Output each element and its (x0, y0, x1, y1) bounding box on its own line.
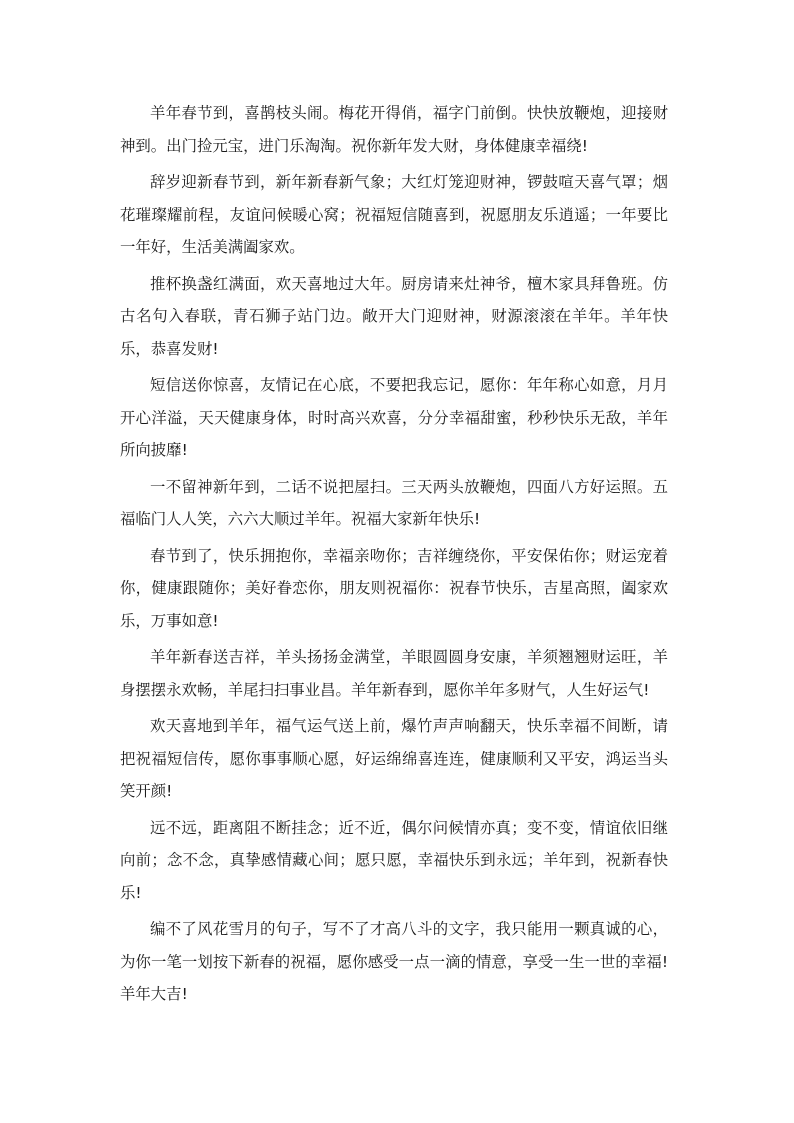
paragraph-9: 远不远，距离阻不断挂念；近不近，偶尔问候情亦真；变不变，情谊依旧继向前；念不念，真挚感情藏心间；愿只愿，幸福快乐到永远；羊年到，祝新春快乐! (120, 818, 668, 902)
paragraph-5: 一不留神新年到，二话不说把屋扫。三天两头放鞭炮，四面八方好运照。五福临门人人笑，六六大顺过羊年。祝福大家新年快乐! (120, 477, 668, 528)
paragraph-10: 编不了风花雪月的句子，写不了才高八斗的文字，我只能用一颗真诚的心，为你一笔一划按下新春的祝福，愿你感受一点一滴的情意，享受一生一世的幸福! 羊年大吉! (120, 920, 668, 1003)
paragraph-4: 短信送你惊喜，友情记在心底，不要把我忘记，愿你：年年称心如意，月月开心洋溢，天天健康身体，时时高兴欢喜，分分幸福甜蜜，秒秒快乐无敌，羊年所向披靡! (120, 376, 668, 459)
paragraph-8: 欢天喜地到羊年，福气运气送上前，爆竹声声响翻天，快乐幸福不间断，请把祝福短信传，愿你事事顺心愿，好运绵绵喜连连，健康顺利又平安，鸿运当头笑开颜! (120, 717, 668, 800)
document-body (120, 97, 668, 1015)
paragraph-1: 羊年春节到，喜鹊枝头闹。梅花开得俏，福字门前倒。快快放鞭炮，迎接财神到。出门捡元宝，进门乐淘淘。祝你新年发大财，身体健康幸福绕! (120, 104, 668, 155)
paragraph-7: 羊年新春送吉祥，羊头扬扬金满堂，羊眼圆圆身安康，羊须翘翘财运旺，羊身摆摆永欢畅，羊尾扫扫事业昌。羊年新春到，愿你羊年多财气，人生好运气! (120, 648, 668, 699)
paragraph-2: 辞岁迎新春节到，新年新春新气象；大红灯笼迎财神，锣鼓喧天喜气罩；烟花璀璨耀前程，友谊问候暖心窝；祝福短信随喜到，祝愿朋友乐逍遥；一年要比一年好，生活美满阖家欢。 (120, 173, 668, 256)
paragraph-6: 春节到了，快乐拥抱你，幸福亲吻你；吉祥缠绕你，平安保佑你；财运宠着你，健康跟随你；美好眷恋你，朋友则祝福你：祝春节快乐，吉星高照，阖家欢乐，万事如意! (120, 546, 668, 630)
paragraph-3: 推杯换盏红满面，欢天喜地过大年。厨房请来灶神爷，檀木家具拜鲁班。仿古名句入春联，青石狮子站门边。敞开大门迎财神，财源滚滚在羊年。羊年快乐，恭喜发财! (120, 274, 668, 358)
